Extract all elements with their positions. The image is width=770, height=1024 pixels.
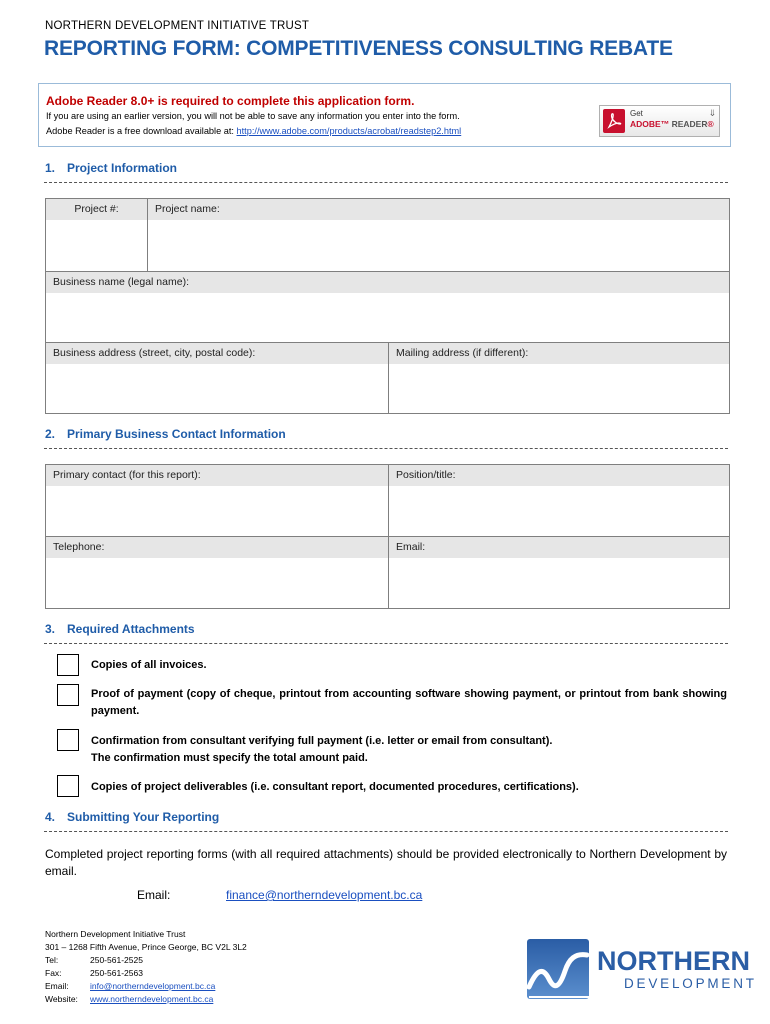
attachment-project-deliverables: Copies of project deliverables (i.e. consultant report, documented procedures, certifications). <box>91 781 579 793</box>
footer-fax-label: Fax: <box>45 968 62 978</box>
attachment-confirmation-note: The confirmation must specify the total amount paid. <box>91 752 368 764</box>
submit-email-label: Email: <box>137 888 171 902</box>
footer-tel-value: 250-561-2525 <box>90 955 143 965</box>
section-3-title: Required Attachments <box>67 622 195 636</box>
org-name: NORTHERN DEVELOPMENT INITIATIVE TRUST <box>45 20 310 32</box>
project-name-label: Project name: <box>148 199 729 220</box>
footer-fax <box>45 968 143 978</box>
adobe-required-text: Adobe Reader 8.0+ is required to complete this application form. <box>46 94 415 108</box>
logo-mark-icon <box>527 939 593 1001</box>
northern-development-logo <box>525 937 757 1003</box>
section-1-heading <box>45 161 177 175</box>
position-title-label: Position/title: <box>389 465 729 486</box>
footer-tel <box>45 955 143 965</box>
consultant-confirmation-checkbox[interactable] <box>57 729 79 751</box>
section-3-divider <box>44 643 728 644</box>
footer-tel-label: Tel: <box>45 955 59 965</box>
adobe-label: ADOBE <box>630 119 661 129</box>
footer-org: Northern Development Initiative Trust <box>45 929 186 939</box>
submitting-instructions: Completed project reporting forms (with all required attachments) should be provided electronically to Northern Development by email. <box>45 847 727 878</box>
attachment-invoices: Copies of all invoices. <box>91 659 207 671</box>
section-1-divider <box>44 182 728 183</box>
adobe-reader-label: ADOBE™ READER® <box>630 119 714 129</box>
adobe-download-note <box>46 126 461 136</box>
footer-website <box>45 994 213 1004</box>
logo-word-development: DEVELOPMENT <box>624 976 757 991</box>
section-2-divider <box>44 448 728 449</box>
section-3-number: 3. <box>45 622 56 636</box>
footer-website-label: Website: <box>45 994 78 1004</box>
get-adobe-reader-button[interactable] <box>599 105 720 137</box>
telephone-label: Telephone: <box>46 537 388 558</box>
pdf-icon <box>603 109 625 133</box>
submit-email-link[interactable]: finance@northerndevelopment.bc.ca <box>226 888 423 902</box>
section-2-title: Primary Business Contact Information <box>67 427 286 441</box>
page-title: REPORTING FORM: COMPETITIVENESS CONSULTING REBATE <box>44 37 673 60</box>
footer-email-link[interactable]: info@northerndevelopment.bc.ca <box>90 981 216 991</box>
reader-label: READER <box>671 119 708 129</box>
section-4-heading <box>45 810 219 824</box>
section-2-number: 2. <box>45 427 56 441</box>
adobe-download-link[interactable]: http://www.adobe.com/products/acrobat/readstep2.html <box>236 126 462 136</box>
section-2-heading <box>45 427 286 441</box>
primary-contact-label: Primary contact (for this report): <box>46 465 388 486</box>
section-4-divider <box>44 831 728 832</box>
footer-fax-value: 250-561-2563 <box>90 968 143 978</box>
adobe-download-prefix: Adobe Reader is a free download available at: <box>46 126 237 136</box>
email-label: Email: <box>389 537 729 558</box>
section-3-heading <box>45 622 195 636</box>
adobe-version-note: If you are using an earlier version, you will not be able to save any information you enter into the form. <box>46 111 460 121</box>
footer-address: 301 – 1268 Fifth Avenue, Prince George, BC V2L 3L2 <box>45 942 247 952</box>
adobe-notice-box <box>38 83 731 147</box>
get-label: Get <box>630 109 643 118</box>
project-deliverables-checkbox[interactable] <box>57 775 79 797</box>
download-arrow-icon: ⇓ <box>708 108 716 118</box>
business-name-label: Business name (legal name): <box>46 272 729 293</box>
attachment-consultant-confirmation: Confirmation from consultant verifying full payment (i.e. letter or email from consultant). <box>91 735 553 747</box>
section-4-title: Submitting Your Reporting <box>67 810 220 824</box>
footer-website-link[interactable]: www.northerndevelopment.bc.ca <box>90 994 214 1004</box>
mailing-address-label: Mailing address (if different): <box>389 343 729 364</box>
footer-email <box>45 981 215 991</box>
attachment-proof-of-payment: Proof of payment (copy of cheque, printout from accounting software showing payment, or printout from bank showing payment. <box>91 688 727 717</box>
section-1-number: 1. <box>45 161 56 175</box>
invoices-checkbox[interactable] <box>57 654 79 676</box>
project-number-label: Project #: <box>46 199 147 220</box>
business-address-label: Business address (street, city, postal code): <box>46 343 388 364</box>
section-1-title: Project Information <box>67 161 178 175</box>
footer-email-label: Email: <box>45 981 69 991</box>
section-4-number: 4. <box>45 810 56 824</box>
proof-of-payment-checkbox[interactable] <box>57 684 79 706</box>
logo-word-northern: NORTHERN <box>597 946 750 976</box>
